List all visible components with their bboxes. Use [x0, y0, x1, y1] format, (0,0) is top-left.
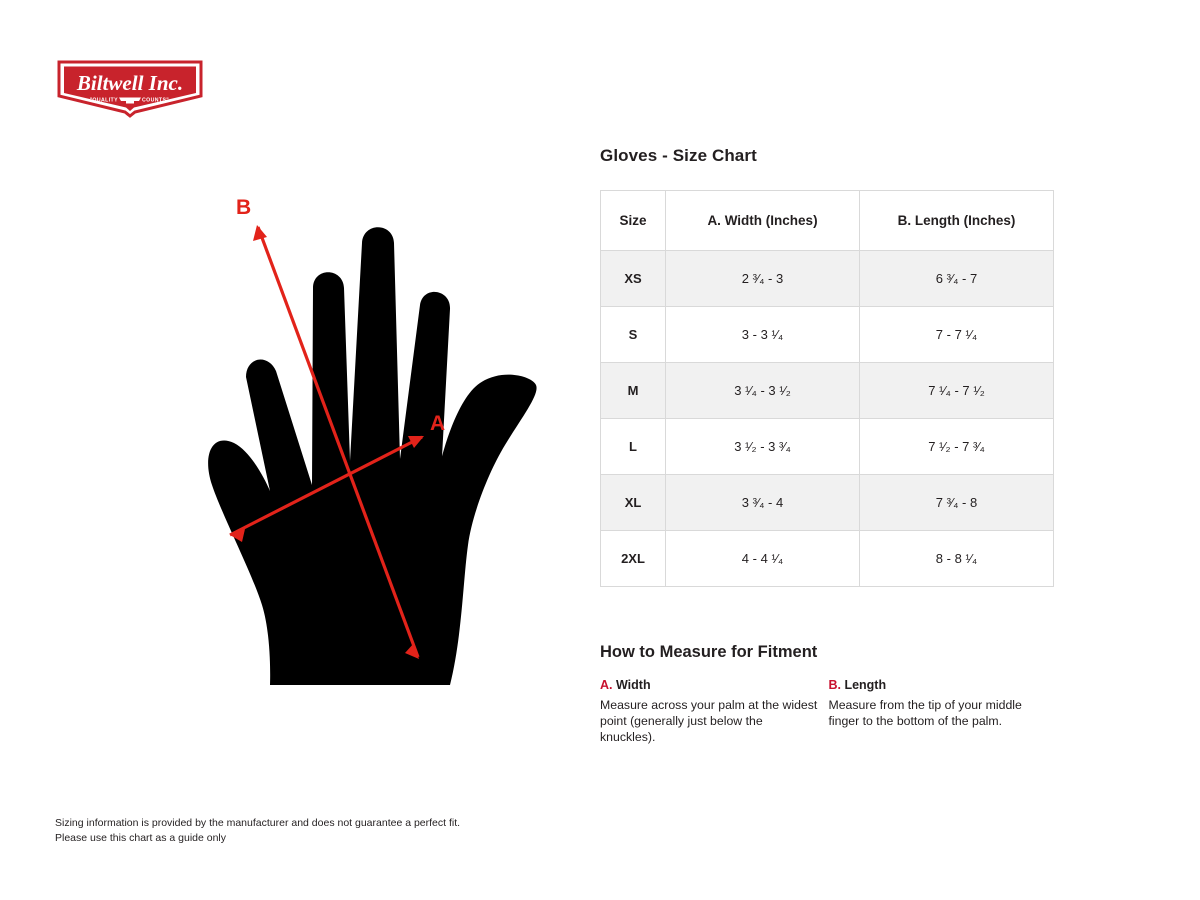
cell-size: S [601, 307, 666, 363]
disclaimer-line-2: Please use this chart as a guide only [55, 831, 227, 844]
how-to-measure-section [600, 643, 1055, 745]
cell-width: 3 ³⁄₄ - 4 [666, 475, 860, 531]
cell-size: XL [601, 475, 666, 531]
howto-item-width [600, 678, 828, 745]
table-row [601, 363, 1054, 419]
biltwell-logo-svg [55, 56, 205, 118]
hand-diagram-svg [150, 185, 580, 705]
cell-size: XS [601, 251, 666, 307]
how-to-measure-title: How to Measure for Fitment [600, 643, 818, 661]
howto-letter-a: A. [600, 678, 613, 692]
cell-length: 7 ¹⁄₄ - 7 ¹⁄₂ [860, 363, 1054, 419]
disclaimer [55, 816, 615, 845]
cell-size: 2XL [601, 531, 666, 587]
table-row [601, 531, 1054, 587]
howto-name-width: Width [615, 678, 651, 692]
table-row [601, 251, 1054, 307]
table-row [601, 419, 1054, 475]
column-header-size: Size [601, 191, 666, 251]
chart-title: Gloves - Size Chart [600, 146, 757, 165]
length-label-b: B [236, 196, 252, 219]
cell-width: 3 ¹⁄₂ - 3 ³⁄₄ [666, 419, 860, 475]
howto-text-width: Measure across your palm at the widest point (generally just below the knuckles). [600, 698, 818, 744]
cell-length: 6 ³⁄₄ - 7 [860, 251, 1054, 307]
width-label-a: A [430, 412, 446, 435]
size-chart-panel [600, 146, 1055, 745]
column-header-length: B. Length (Inches) [860, 191, 1054, 251]
disclaimer-line-1: Sizing information is provided by the manufacturer and does not guarantee a perfect fit. [55, 817, 461, 829]
brand-logo [55, 56, 205, 118]
svg-text:COUNTS": COUNTS" [142, 97, 170, 104]
cell-width: 2 ³⁄₄ - 3 [666, 251, 860, 307]
svg-text:Biltwell Inc.: Biltwell Inc. [76, 71, 184, 95]
cell-width: 4 - 4 ¹⁄₄ [666, 531, 860, 587]
howto-letter-b: B. [828, 678, 841, 692]
cell-length: 8 - 8 ¹⁄₄ [860, 531, 1054, 587]
cell-length: 7 ¹⁄₂ - 7 ³⁄₄ [860, 419, 1054, 475]
howto-text-length: Measure from the tip of your middle finger to the bottom of the palm. [828, 698, 1022, 728]
cell-length: 7 - 7 ¹⁄₄ [860, 307, 1054, 363]
column-header-width: A. Width (Inches) [666, 191, 860, 251]
svg-text:"QUALITY: "QUALITY [89, 97, 118, 104]
cell-width: 3 ¹⁄₄ - 3 ¹⁄₂ [666, 363, 860, 419]
howto-name-length: Length [844, 678, 887, 692]
cell-size: M [601, 363, 666, 419]
table-row [601, 475, 1054, 531]
cell-size: L [601, 419, 666, 475]
hand-measurement-diagram [150, 185, 580, 705]
cell-width: 3 - 3 ¹⁄₄ [666, 307, 860, 363]
size-chart-table [600, 190, 1054, 587]
hand-silhouette [208, 227, 536, 685]
table-header-row [601, 191, 1054, 251]
table-row [601, 307, 1054, 363]
howto-item-length [828, 678, 1055, 745]
cell-length: 7 ³⁄₄ - 8 [860, 475, 1054, 531]
